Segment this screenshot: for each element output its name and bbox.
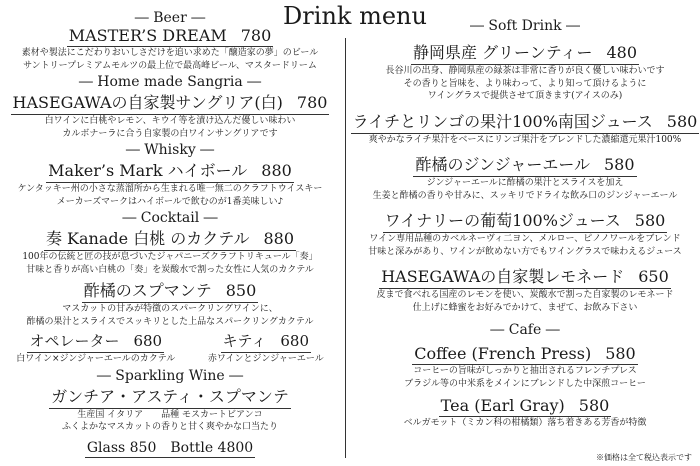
- kitty-item: キティ 680 赤ワインとジンジャーエール: [207, 332, 324, 364]
- cafe-header: ― Cafe ―: [490, 322, 560, 338]
- soft-drink-header: ― Soft Drink ―: [469, 18, 581, 34]
- item-name: ガンチア・アスティ・スプマンテ: [49, 384, 291, 409]
- whisky-header: ― Whisky ―: [125, 142, 215, 158]
- coffee-item: Coffee (French Press) 580 コーヒーの旨味がしっかりと抽出されるフレンチプレス ブラジル等の中米系をメインにブレンドした中深煎コーヒー: [404, 344, 646, 389]
- item-name: 奏 Kanade 白桃 のカクテル 880: [44, 226, 296, 251]
- tax-note: ※価格は全て税込表示です: [596, 453, 692, 462]
- grape-juice-item: ワイナリーの葡萄100%ジュース 580 ワイン専用品種のカベルネーヴィ二ヨン、メルロー、ピノノワールをブレンド 甘味と深みがあり、ワインが飲めない方でもワイングラスで味わえるジュース: [350, 208, 700, 258]
- lemonade-item: HASEGAWAの自家製レモネード 650 皮まで食べれる国産のレモンを使い、炭酸水で割った自家製のレモネード 仕上げに蜂蜜をお好みでかけて、まぜて、お飲み下さい: [350, 264, 700, 314]
- item-name: HASEGAWAの自家製レモネード 650: [379, 264, 671, 289]
- kanade-item: 奏 Kanade 白桃 のカクテル 880 100年の伝統と匠の技が息づいたジャパニーズクラフトリキュール「奏」 甘味と香りが高い白桃の「奏」を炭酸水で割った女性に人気のカクテル: [0, 226, 340, 276]
- item-name: 酢橘のジンジャーエール 580: [413, 152, 636, 177]
- ginger-ale-item: 酢橘のジンジャーエール 580 ジンジャーエールに酢橘の果汁とスライスを加え 生姜と酢橘の香りや甘みに、スッキリでドライな飲み口のジンジャーエール: [350, 152, 700, 202]
- item-name: ライチとリンゴの果汁100%南国ジュース 580: [351, 109, 700, 134]
- item-name: キティ 680: [221, 330, 311, 353]
- gancia-item: ガンチア・アスティ・スプマンテ 生産国 イタリア 品種 モスカートビアンコ ふくよかなマスカットの香りと甘く爽やかな口当たり Glass 850 Bottle 4800: [0, 384, 340, 458]
- item-name: ワイナリーの葡萄100%ジュース 580: [383, 208, 668, 233]
- item-name: HASEGAWAの自家製サングリア(白) 780: [11, 90, 330, 115]
- sangria-item: HASEGAWAの自家製サングリア(白) 780 白ワインに白桃やレモン、キウイ等を漬け込んだ優しい味わい カルボナーラに合う自家製の白ワインサングリアです: [0, 90, 340, 140]
- beer-header: ― Beer ―: [134, 10, 206, 26]
- green-tea-item: 静岡県産 グリーンティー 480 長谷川の出身、静岡県産の緑茶は非常に香りが良く優しい味わいです その香りと旨味を、より味わって、より知って頂けるように ワイングラスで提供させて頂きます(アイスのみ): [350, 40, 700, 103]
- sparkling-header: ― Sparkling Wine ―: [96, 367, 244, 384]
- makers-mark-item: Maker’s Mark ハイボール 880 ケンタッキー州の小さな蒸溜所から生まれる唯一無二のクラフトウイスキー メーカーズマークはハイボールで飲むのが1番美味しい♪: [0, 158, 340, 208]
- lychee-juice-item: ライチとリンゴの果汁100%南国ジュース 580 爽やかなライチ果汁をベースにリンゴ果汁をブレンドした濃縮還元果汁100%: [350, 109, 700, 147]
- tea-item: Tea (Earl Gray) 580 ベルガモット（ミカン科の柑橘類）落ち着きある芳香が特徴: [403, 396, 647, 428]
- left-column: [0, 8, 340, 460]
- item-name: Maker’s Mark ハイボール 880: [46, 158, 294, 183]
- page-title: Drink menu: [283, 2, 427, 30]
- item-name: Tea (Earl Gray) 580: [440, 396, 610, 415]
- item-name: 酢橘のスプマンテ 850: [82, 278, 259, 303]
- item-name: オペレーター 680: [27, 330, 164, 353]
- masters-dream-item: MASTER’S DREAM 780 素材や製法にこだわりおいしさだけを追い求めた「醸造家の夢」のビール サントリープレミアムモルツの最上位で最高峰ビール、マスタードリーム: [21, 26, 319, 71]
- sangria-header: ― Home made Sangria ―: [78, 74, 262, 90]
- item-name: Coffee (French Press) 580: [414, 344, 636, 363]
- small-cocktails-row: [0, 330, 340, 366]
- item-name: MASTER’S DREAM 780: [68, 26, 272, 45]
- column-divider: [345, 38, 346, 458]
- operator-item: オペレーター 680 白ワイン×ジンジャーエールのカクテル: [16, 332, 176, 364]
- cocktail-header: ― Cocktail ―: [122, 210, 218, 226]
- spumante-item: 酢橘のスプマンテ 850 マスカットの甘みが特徴のスパークリングワインに、 酢橘の果汁とスライスでスッキリとした上品なスパークリングカクテル: [0, 278, 340, 328]
- item-name: 静岡県産 グリーンティー 480: [411, 40, 639, 65]
- gancia-price: Glass 850 Bottle 4800: [86, 439, 254, 456]
- right-column: [350, 16, 700, 432]
